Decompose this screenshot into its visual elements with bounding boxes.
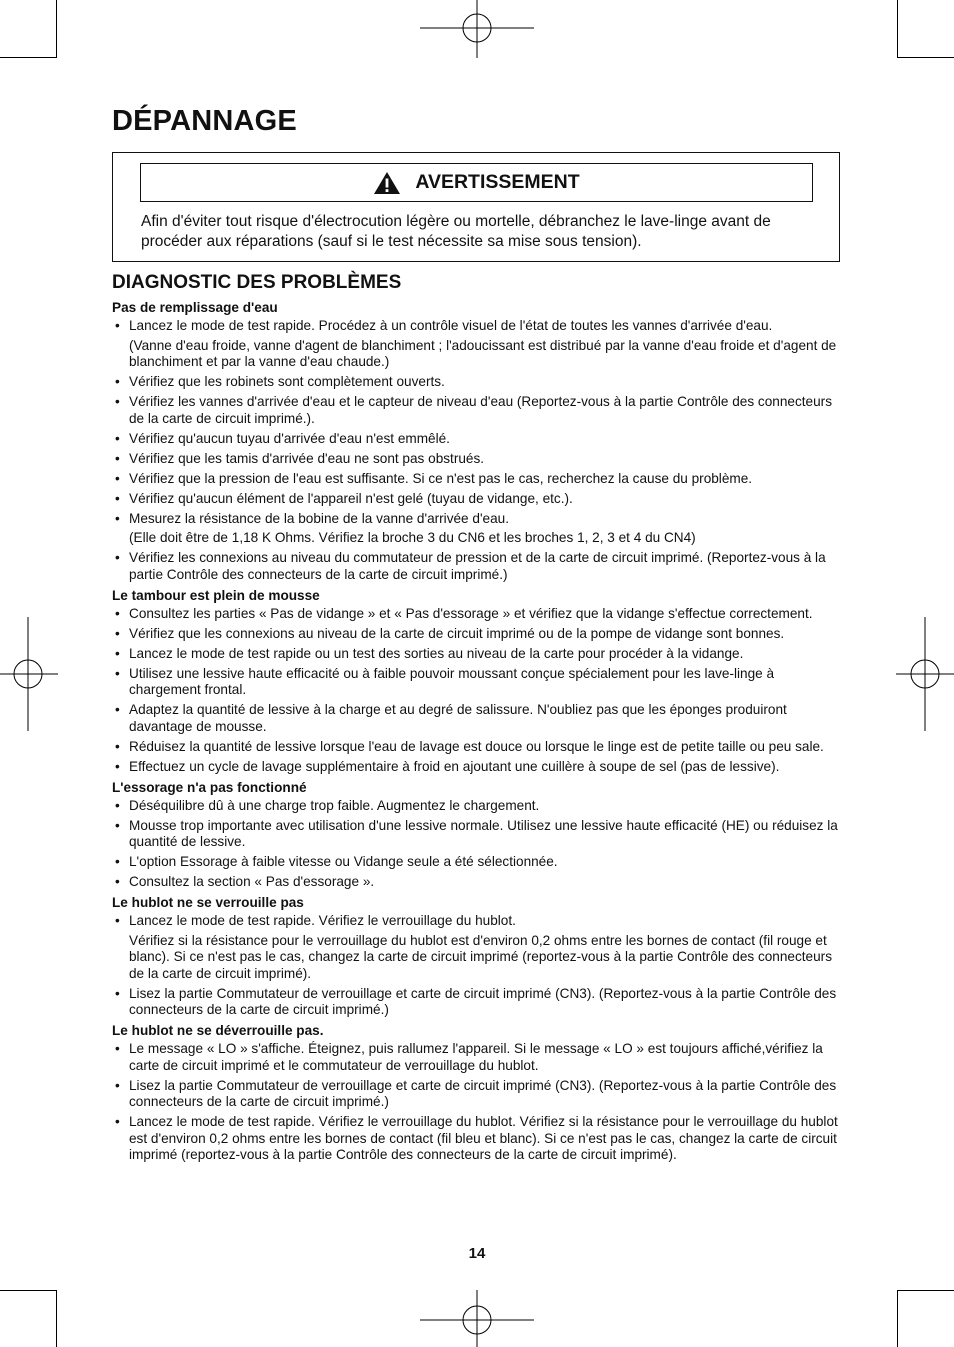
list-item: [112, 666, 844, 699]
list-item-text: Adaptez la quantité de lessive à la charge et au degré de salissure. N'oubliez pas que les éponges produiront davantage de mousse.: [129, 702, 787, 734]
list-item: [112, 491, 844, 508]
list-item-text: Mesurez la résistance de la bobine de la vanne d'arrivée d'eau.: [129, 510, 510, 526]
list-item-text: Vérifiez que les connexions au niveau de la carte de circuit imprimé ou de la pompe de vidange sont bonnes.: [129, 625, 785, 641]
crop-mark: [897, 57, 954, 58]
list-item: [112, 374, 844, 391]
list-item: [112, 471, 844, 488]
list-item: [112, 854, 844, 871]
section-title: DIAGNOSTIC DES PROBLÈMES: [112, 272, 402, 293]
problem-heading: Pas de remplissage d'eau: [112, 300, 278, 315]
list-item-text: Réduisez la quantité de lessive lorsque l'eau de lavage est douce ou lorsque le linge est de petite taille ou peu sale.: [129, 738, 824, 754]
list-item-text: Lancez le mode de test rapide. Procédez à un contrôle visuel de l'état de toutes les vannes d'arrivée d'eau.: [129, 318, 773, 333]
list-item-text: Vérifiez que les robinets sont complètement ouverts.: [129, 374, 445, 389]
list-item: [112, 1041, 844, 1074]
list-item: [112, 759, 844, 776]
crop-mark: [56, 0, 57, 58]
list-item: [112, 986, 844, 1019]
problem-heading: Le tambour est plein de mousse: [112, 587, 320, 603]
crop-mark: [56, 1290, 57, 1347]
crop-mark: [0, 1290, 57, 1291]
problem-heading: Le hublot ne se déverrouille pas.: [112, 1023, 324, 1038]
list-item-text: Consultez les parties « Pas de vidange » et « Pas d'essorage » et vérifiez que la vidange s'effectue correctement.: [129, 605, 813, 621]
list-item-detail: (Vanne d'eau froide, vanne d'agent de blanchiment ; l'adoucissant est distribué par la vanne d'eau froide et d'agent de blanchiment et par la vanne d'eau chaude.): [129, 337, 837, 369]
problem-list: [112, 606, 844, 776]
list-item: [112, 646, 844, 663]
list-item-text: Lancez le mode de test rapide ou un test des sorties au niveau de la carte pour procéder à la vidange.: [129, 645, 744, 661]
list-item: [112, 913, 844, 982]
crop-mark: [0, 57, 57, 58]
list-item: [112, 431, 844, 448]
list-item: [112, 550, 844, 583]
list-item-detail: (Elle doit être de 1,18 K Ohms. Vérifiez la broche 3 du CN6 et les broches 1, 2, 3 et 4 du CN4): [129, 530, 696, 545]
list-item: [112, 1114, 844, 1164]
list-item: [112, 511, 844, 547]
list-item-text: Lisez la partie Commutateur de verrouillage et carte de circuit imprimé (CN3). (Reportez-vous à la partie Contrôle des connecteurs de la carte de circuit imprimé.): [129, 985, 837, 1017]
problem-list: [112, 913, 844, 1019]
list-item: [112, 394, 844, 427]
warning-label: AVERTISSEMENT: [415, 171, 580, 193]
list-item-text: Mousse trop importante avec utilisation d'une lessive normale. Utilisez une lessive haute efficacité (HE) ou réduisez la quantité de lessive.: [129, 817, 838, 849]
diagnostic-content: [112, 299, 844, 1167]
problem-list: [112, 1041, 844, 1164]
list-item: [112, 874, 844, 891]
crop-mark: [897, 1290, 898, 1347]
list-item-text: Vérifiez les vannes d'arrivée d'eau et le capteur de niveau d'eau (Reportez-vous à la partie Contrôle des connecteurs de la carte de circuit imprimé.).: [129, 394, 832, 426]
list-item-text: Effectuez un cycle de lavage supplémentaire à froid en ajoutant une cuillère à soupe de sel (pas de lessive).: [129, 758, 780, 774]
list-item-text: Vérifiez qu'aucun tuyau d'arrivée d'eau n'est emmêlé.: [129, 430, 450, 446]
list-item: [112, 798, 844, 815]
list-item: [112, 818, 844, 851]
list-item-text: Lancez le mode de test rapide. Vérifiez le verrouillage du hublot.: [129, 913, 516, 928]
list-item-text: Déséquilibre dû à une charge trop faible. Augmentez le chargement.: [129, 797, 540, 813]
crop-mark: [897, 1290, 954, 1291]
list-item-text: Vérifiez que les tamis d'arrivée d'eau ne sont pas obstrués.: [129, 450, 485, 466]
list-item: [112, 451, 844, 468]
problem-list: [112, 798, 844, 891]
list-item-text: Consultez la section « Pas d'essorage ».: [129, 874, 375, 889]
list-item: [112, 626, 844, 643]
registration-mark-top: [420, 0, 534, 58]
list-item-text: Utilisez une lessive haute efficacité ou à faible pouvoir moussant conçue spécialement pour les lave-linge à chargement frontal.: [129, 665, 775, 697]
warning-text: Afin d'éviter tout risque d'électrocution légère ou mortelle, débranchez le lave-linge avant de procéder aux réparations (sauf si le test nécessite sa mise sous tension).: [141, 213, 771, 250]
list-item-text: Vérifiez les connexions au niveau du commutateur de pression et de la carte de circuit imprimé. (Reportez-vous à la partie Contrôle des connecteurs de la carte de circuit imprimé.): [129, 550, 826, 582]
list-item-text: Le message « LO » s'affiche. Éteignez, puis rallumez l'appareil. Si le message « LO » est toujours affiché,vérifiez la carte de circuit imprimé et le commutateur de verrouillage du hublot.: [129, 1041, 823, 1073]
list-item: [112, 702, 844, 735]
list-item-text: L'option Essorage à faible vitesse ou Vidange seule a été sélectionnée.: [129, 854, 558, 869]
page-title: DÉPANNAGE: [112, 105, 297, 137]
list-item: [112, 739, 844, 756]
warning-box: [112, 152, 840, 262]
list-item: [112, 318, 844, 371]
problem-heading: L'essorage n'a pas fonctionné: [112, 779, 307, 795]
list-item-text: Vérifiez qu'aucun élément de l'appareil n'est gelé (tuyau de vidange, etc.).: [129, 490, 573, 506]
problem-list: [112, 318, 844, 583]
registration-mark-right: [896, 617, 954, 731]
problem-heading: Le hublot ne se verrouille pas: [112, 895, 304, 910]
list-item-text: Lancez le mode de test rapide. Vérifiez le verrouillage du hublot. Vérifiez si la résistance pour le verrouillage du hublot est d'environ 0,2 ohms entre les bornes de contact (fil bleu et blanc). Si ce n'est pas le cas, changez la carte de circuit imprimé (reportez-vous à la partie Contrôle des connecteurs de la carte de circuit imprimé).: [129, 1114, 838, 1162]
warning-header: [140, 163, 813, 202]
registration-mark-bottom: [420, 1290, 534, 1347]
registration-mark-left: [0, 617, 58, 731]
list-item-text: Vérifiez que la pression de l'eau est suffisante. Si ce n'est pas le cas, recherchez la cause du problème.: [129, 470, 753, 486]
list-item-text: Lisez la partie Commutateur de verrouillage et carte de circuit imprimé (CN3). (Reportez-vous à la partie Contrôle des connecteurs de la carte de circuit imprimé.): [129, 1077, 837, 1109]
warning-triangle-icon: [373, 171, 401, 195]
page-number: 14: [468, 1245, 486, 1262]
crop-mark: [897, 0, 898, 58]
list-item: [112, 1078, 844, 1111]
list-item: [112, 606, 844, 623]
list-item-detail: Vérifiez si la résistance pour le verrouillage du hublot est d'environ 0,2 ohms entre les bornes de contact (fil rouge et blanc). Si ce n'est pas le cas, changez la carte de circuit imprimé (reportez-vous à la partie Contrôle des connecteurs de la carte de circuit imprimé).: [129, 932, 833, 981]
